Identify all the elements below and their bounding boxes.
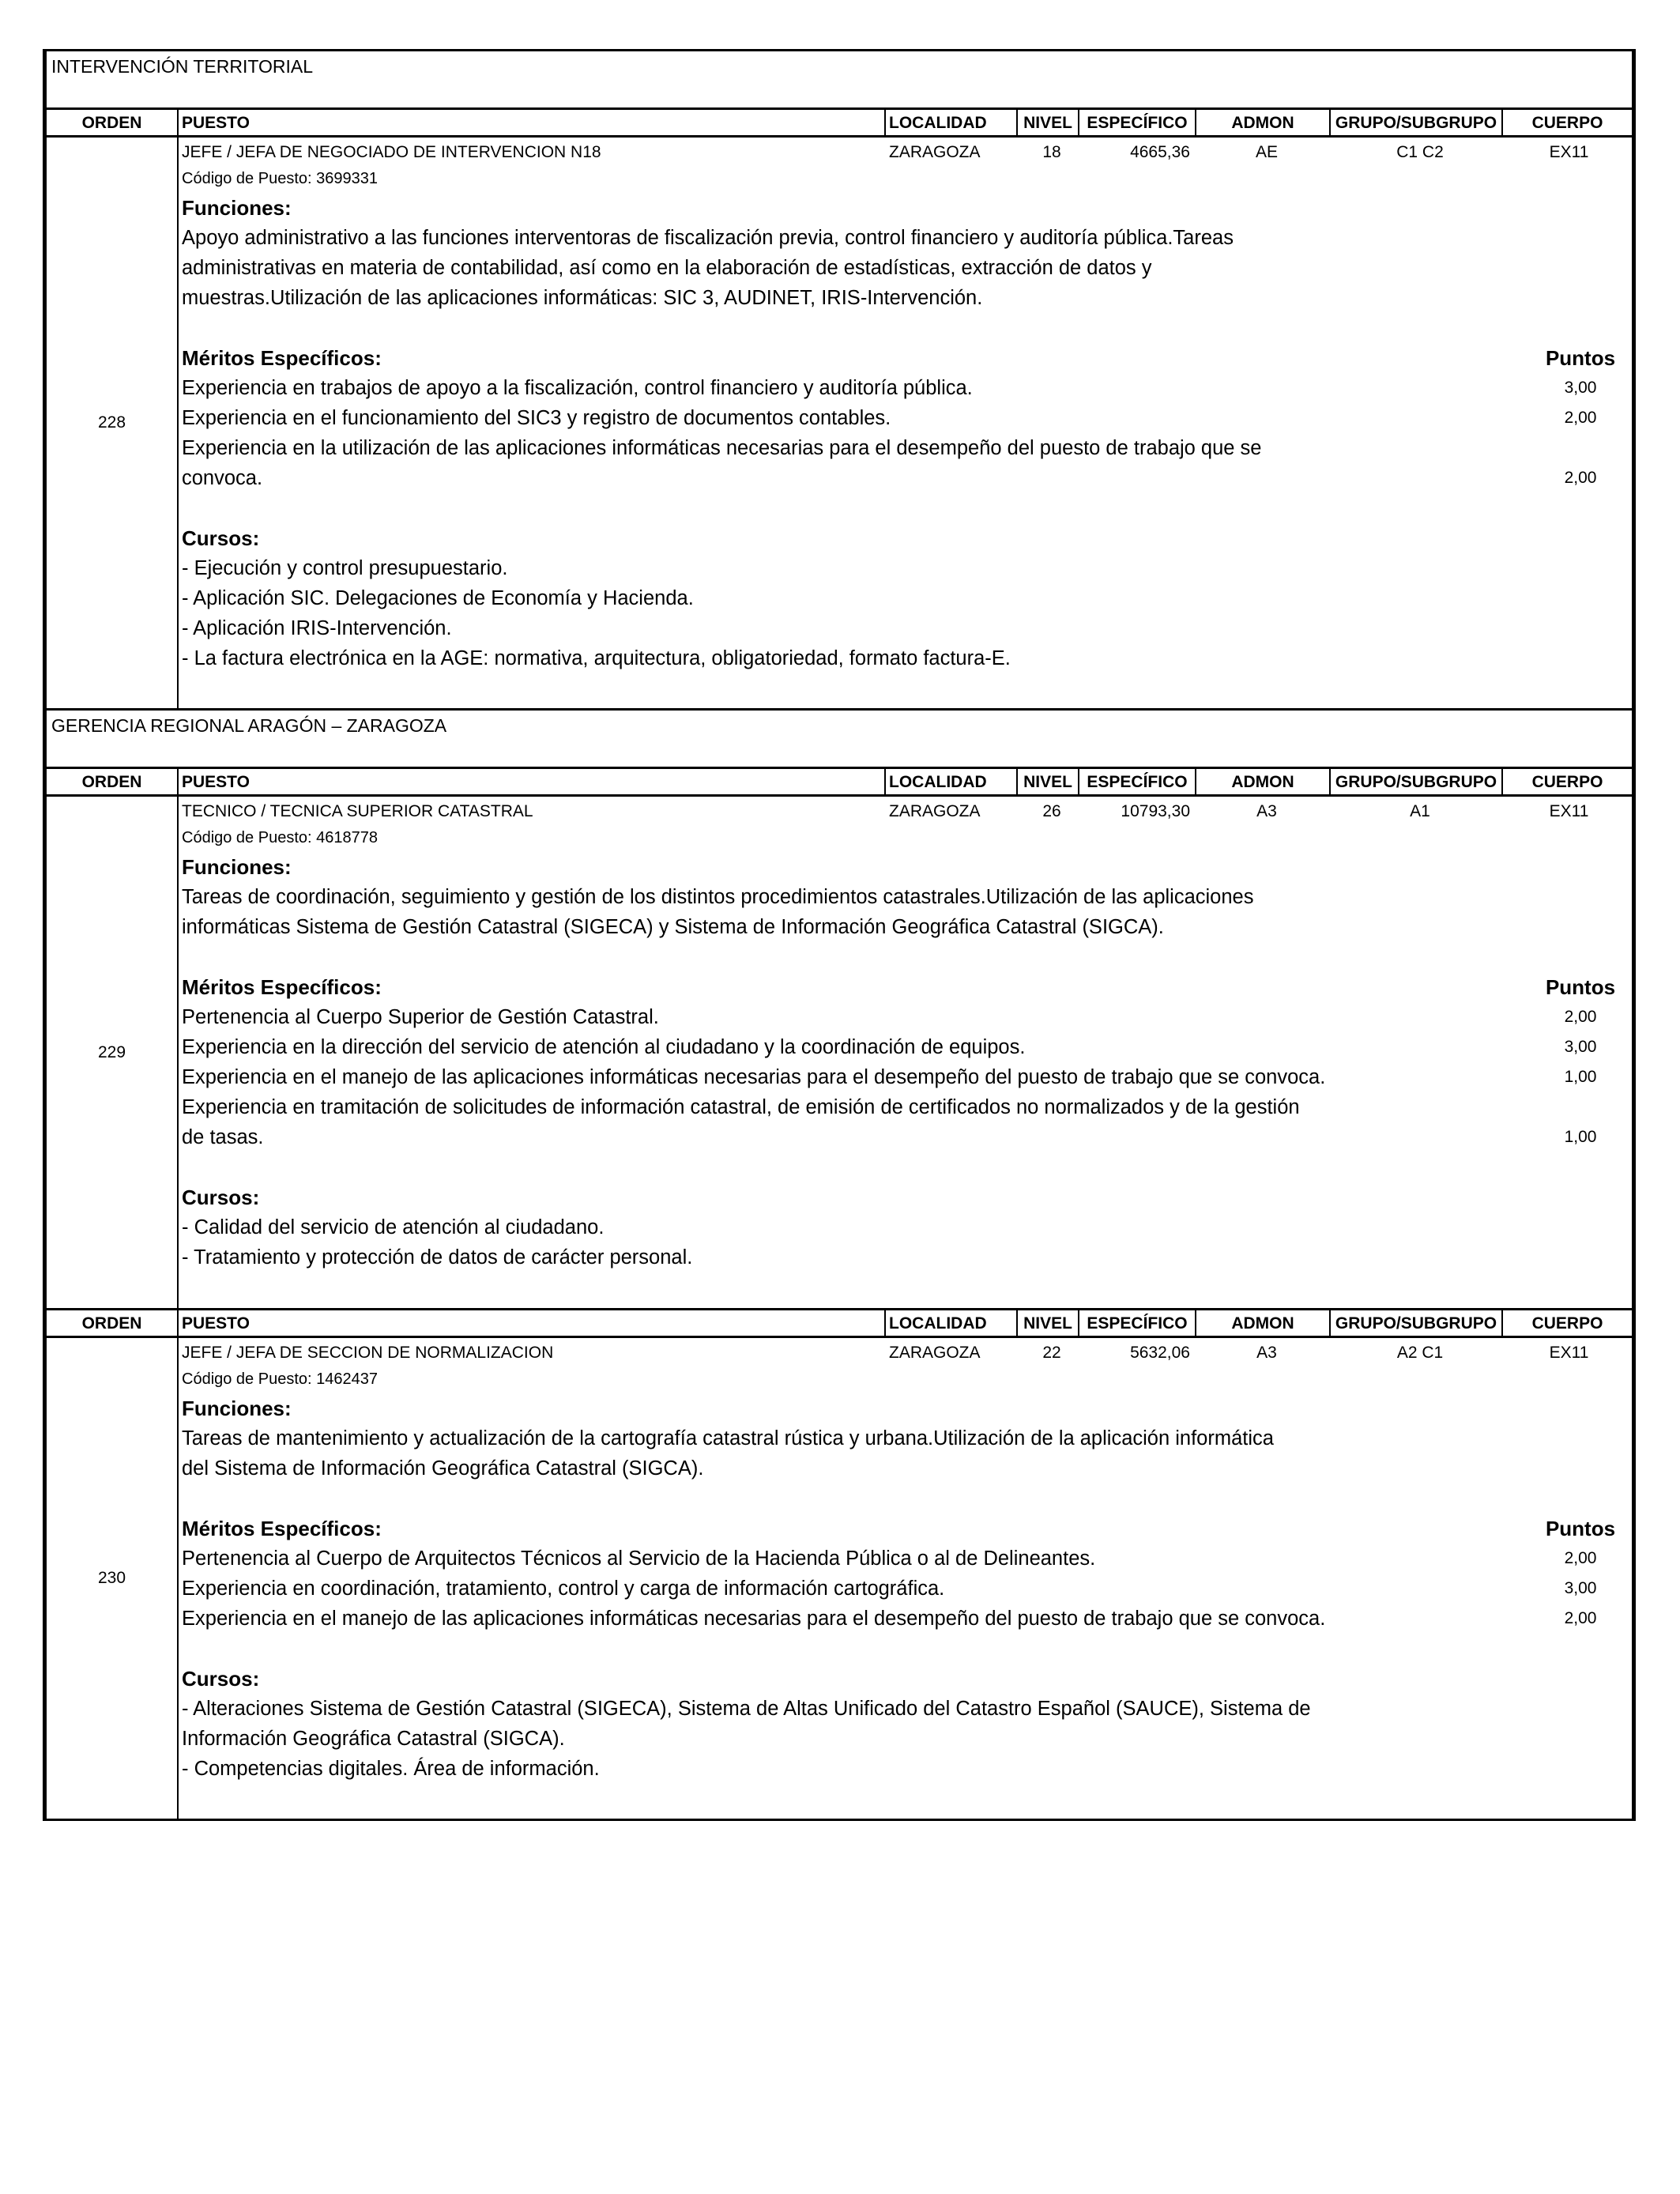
- merito-puntos: 2,00: [1564, 409, 1597, 427]
- header-admon: ADMON: [1196, 769, 1331, 794]
- puntos-heading: Puntos: [1545, 346, 1616, 370]
- entry-summary-row: [179, 800, 1632, 824]
- especifico-value: 4665,36: [1130, 143, 1190, 161]
- codigo-puesto: Código de Puesto: 1462437: [182, 1370, 378, 1388]
- funciones-line: del Sistema de Información Geográfica Catastral (SIGCA).: [182, 1457, 704, 1480]
- funciones-line: informáticas Sistema de Gestión Catastral (SIGECA) y Sistema de Información Geográfica Catastral (SIGCA).: [182, 916, 1164, 938]
- puesto-name: TECNICO / TECNICA SUPERIOR CATASTRAL: [182, 802, 533, 820]
- header-puesto: PUESTO: [179, 1310, 886, 1336]
- merito-puntos: 3,00: [1564, 379, 1597, 397]
- merito-line: Experiencia en la dirección del servicio de atención al ciudadano y la coordinación de equipos.: [182, 1036, 1026, 1058]
- especifico-value: 10793,30: [1121, 802, 1190, 820]
- localidad-value: ZARAGOZA: [889, 802, 981, 820]
- merito-puntos: 2,00: [1564, 1609, 1597, 1627]
- merito-text: [179, 403, 1505, 433]
- funciones-line: Tareas de mantenimiento y actualización de la cartografía catastral rústica y urbana.Utilización de la aplicación informática: [182, 1427, 1274, 1449]
- meritos-heading: Méritos Específicos:: [182, 975, 382, 999]
- entry-body: [179, 1338, 1632, 1819]
- merito-text: [179, 1574, 1505, 1604]
- merito-row: [179, 1604, 1632, 1634]
- spacer: [179, 1634, 1632, 1664]
- nivel-value: 18: [1042, 143, 1061, 161]
- curso-line: - Competencias digitales. Área de información.: [182, 1758, 600, 1780]
- header-cuerpo: CUERPO: [1531, 1314, 1603, 1333]
- curso-line: - La factura electrónica en la AGE: normativa, arquitectura, obligatoriedad, formato factura-E.: [182, 647, 1011, 669]
- entry-body: [179, 797, 1632, 1308]
- spacer: [179, 493, 1632, 523]
- meritos-header: [179, 1514, 1632, 1544]
- merito-puntos: 2,00: [1564, 469, 1597, 487]
- merito-line: Experiencia en el manejo de las aplicaciones informáticas necesarias para el desempeño del puesto de trabajo que se convoca.: [182, 1066, 1326, 1088]
- funciones-heading: Funciones:: [182, 196, 292, 220]
- grupo-value: C1 C2: [1396, 143, 1444, 161]
- puesto-name: JEFE / JEFA DE NEGOCIADO DE INTERVENCION N18: [182, 143, 601, 161]
- funciones-line: Tareas de coordinación, seguimiento y gestión de los distintos procedimientos catastrales.Utilización de las aplicaciones: [182, 886, 1254, 908]
- admon-value: A3: [1256, 1344, 1277, 1362]
- puntos-heading: Puntos: [1545, 1517, 1616, 1540]
- header-especifico: ESPECÍFICO: [1079, 769, 1196, 794]
- curso-line: - Calidad del servicio de atención al ciudadano.: [182, 1216, 605, 1238]
- merito-line: Experiencia en trabajos de apoyo a la fiscalización, control financiero y auditoría pública.: [182, 377, 973, 399]
- header-localidad: LOCALIDAD: [886, 769, 1018, 794]
- merito-text: [179, 373, 1505, 403]
- nivel-value: 22: [1042, 1344, 1061, 1362]
- meritos-header: [179, 972, 1632, 1002]
- puesto-name: JEFE / JEFA DE SECCION DE NORMALIZACION: [182, 1344, 554, 1362]
- admon-value: AE: [1255, 143, 1278, 161]
- header-especifico: ESPECÍFICO: [1079, 1310, 1196, 1336]
- meritos-heading: Méritos Específicos:: [182, 1517, 382, 1540]
- cursos-heading: Cursos:: [182, 1667, 260, 1691]
- merito-puntos: 2,00: [1564, 1008, 1597, 1026]
- header-cuerpo: CUERPO: [1531, 773, 1603, 791]
- merito-line: Experiencia en coordinación, tratamiento, control y carga de información cartográfica.: [182, 1578, 945, 1600]
- header-cuerpo: CUERPO: [1531, 114, 1603, 132]
- merito-row: [179, 1574, 1632, 1604]
- section-title: INTERVENCIÓN TERRITORIAL: [43, 49, 1636, 107]
- codigo-puesto: Código de Puesto: 3699331: [182, 170, 378, 187]
- table-header: [43, 767, 1636, 797]
- merito-text: [179, 1092, 1505, 1152]
- merito-row: [179, 433, 1632, 493]
- meritos-header: [179, 343, 1632, 373]
- merito-text: [179, 1544, 1505, 1574]
- merito-row: [179, 403, 1632, 433]
- grupo-value: A1: [1410, 802, 1430, 820]
- header-puesto: PUESTO: [179, 769, 886, 794]
- spacer: [179, 313, 1632, 343]
- merito-text: [179, 1062, 1505, 1092]
- puntos-heading: Puntos: [1545, 975, 1616, 999]
- merito-line: Experiencia en el manejo de las aplicaciones informáticas necesarias para el desempeño del puesto de trabajo que se convoca.: [182, 1608, 1326, 1630]
- merito-line: convoca.: [182, 467, 263, 489]
- codigo-puesto: Código de Puesto: 4618778: [182, 829, 378, 846]
- merito-puntos: 2,00: [1564, 1549, 1597, 1567]
- merito-line: de tasas.: [182, 1126, 264, 1148]
- cuerpo-value: EX11: [1549, 1344, 1589, 1362]
- curso-line: - Ejecución y control presupuestario.: [182, 557, 508, 579]
- merito-line: Pertenencia al Cuerpo Superior de Gestión Catastral.: [182, 1006, 659, 1028]
- merito-line: Experiencia en la utilización de las aplicaciones informáticas necesarias para el desempeño del puesto de trabajo que se: [182, 437, 1262, 459]
- merito-puntos: 1,00: [1564, 1068, 1597, 1086]
- header-grupo: GRUPO/SUBGRUPO: [1331, 1310, 1503, 1336]
- merito-text: [179, 1604, 1505, 1634]
- grupo-value: A2 C1: [1396, 1344, 1444, 1362]
- header-nivel: NIVEL: [1018, 1310, 1079, 1336]
- localidad-value: ZARAGOZA: [889, 143, 981, 161]
- header-puesto: PUESTO: [179, 110, 886, 135]
- cursos-heading: Cursos:: [182, 526, 260, 550]
- header-grupo: GRUPO/SUBGRUPO: [1331, 110, 1503, 135]
- spacer: [179, 1152, 1632, 1182]
- header-orden: ORDEN: [47, 1310, 179, 1336]
- orden-number: 228: [47, 138, 179, 708]
- funciones-line: administrativas en materia de contabilidad, así como en la elaboración de estadísticas, extracción de datos y: [182, 257, 1152, 279]
- job-entry: [43, 797, 1636, 1308]
- orden-number: 229: [47, 797, 179, 1308]
- merito-line: Experiencia en tramitación de solicitudes de información catastral, de emisión de certificados no normalizados y de la gestión: [182, 1096, 1300, 1118]
- merito-row: [179, 1002, 1632, 1032]
- merito-row: [179, 1062, 1632, 1092]
- header-localidad: LOCALIDAD: [886, 110, 1018, 135]
- merito-text: [179, 433, 1505, 493]
- entry-body: [179, 138, 1632, 708]
- header-orden: ORDEN: [47, 769, 179, 794]
- curso-line: - Aplicación SIC. Delegaciones de Economía y Hacienda.: [182, 587, 694, 609]
- section-title: GERENCIA REGIONAL ARAGÓN – ZARAGOZA: [43, 708, 1636, 767]
- merito-row: [179, 373, 1632, 403]
- header-especifico: ESPECÍFICO: [1079, 110, 1196, 135]
- orden-number: 230: [47, 1338, 179, 1819]
- curso-line: - Aplicación IRIS-Intervención.: [182, 617, 452, 639]
- curso-line: - Alteraciones Sistema de Gestión Catastral (SIGECA), Sistema de Altas Unificado del Catastro Español (SAUCE), Sistema de: [182, 1698, 1311, 1720]
- entry-summary-row: [179, 141, 1632, 164]
- spacer: [179, 1483, 1632, 1514]
- nivel-value: 26: [1042, 802, 1061, 820]
- curso-line: Información Geográfica Catastral (SIGCA).: [182, 1728, 565, 1750]
- merito-puntos: 1,00: [1564, 1128, 1597, 1146]
- merito-text: [179, 1032, 1505, 1062]
- merito-line: Pertenencia al Cuerpo de Arquitectos Técnicos al Servicio de la Hacienda Pública o al de Delineantes.: [182, 1547, 1096, 1570]
- job-entry: [43, 138, 1636, 708]
- document: [43, 49, 1636, 1821]
- curso-line: - Tratamiento y protección de datos de carácter personal.: [182, 1246, 693, 1269]
- header-admon: ADMON: [1196, 1310, 1331, 1336]
- header-admon: ADMON: [1196, 110, 1331, 135]
- funciones-line: muestras.Utilización de las aplicaciones informáticas: SIC 3, AUDINET, IRIS-Intervención.: [182, 287, 983, 309]
- table-header: [43, 1308, 1636, 1338]
- table-header: [43, 107, 1636, 138]
- spacer: [179, 942, 1632, 972]
- job-entry: [43, 1338, 1636, 1821]
- funciones-heading: Funciones:: [182, 855, 292, 879]
- merito-row: [179, 1544, 1632, 1574]
- header-orden: ORDEN: [47, 110, 179, 135]
- merito-row: [179, 1032, 1632, 1062]
- especifico-value: 5632,06: [1130, 1344, 1190, 1362]
- header-localidad: LOCALIDAD: [886, 1310, 1018, 1336]
- merito-row: [179, 1092, 1632, 1152]
- entry-summary-row: [179, 1341, 1632, 1365]
- cuerpo-value: EX11: [1549, 143, 1589, 161]
- admon-value: A3: [1256, 802, 1277, 820]
- meritos-heading: Méritos Específicos:: [182, 346, 382, 370]
- merito-puntos: 3,00: [1564, 1038, 1597, 1056]
- cuerpo-value: EX11: [1549, 802, 1589, 820]
- funciones-heading: Funciones:: [182, 1397, 292, 1420]
- header-grupo: GRUPO/SUBGRUPO: [1331, 769, 1503, 794]
- merito-text: [179, 1002, 1505, 1032]
- merito-puntos: 3,00: [1564, 1579, 1597, 1597]
- header-nivel: NIVEL: [1018, 110, 1079, 135]
- localidad-value: ZARAGOZA: [889, 1344, 981, 1362]
- header-nivel: NIVEL: [1018, 769, 1079, 794]
- cursos-heading: Cursos:: [182, 1186, 260, 1209]
- funciones-line: Apoyo administrativo a las funciones interventoras de fiscalización previa, control financiero y auditoría pública.Tareas: [182, 227, 1234, 249]
- merito-line: Experiencia en el funcionamiento del SIC3 y registro de documentos contables.: [182, 407, 891, 429]
